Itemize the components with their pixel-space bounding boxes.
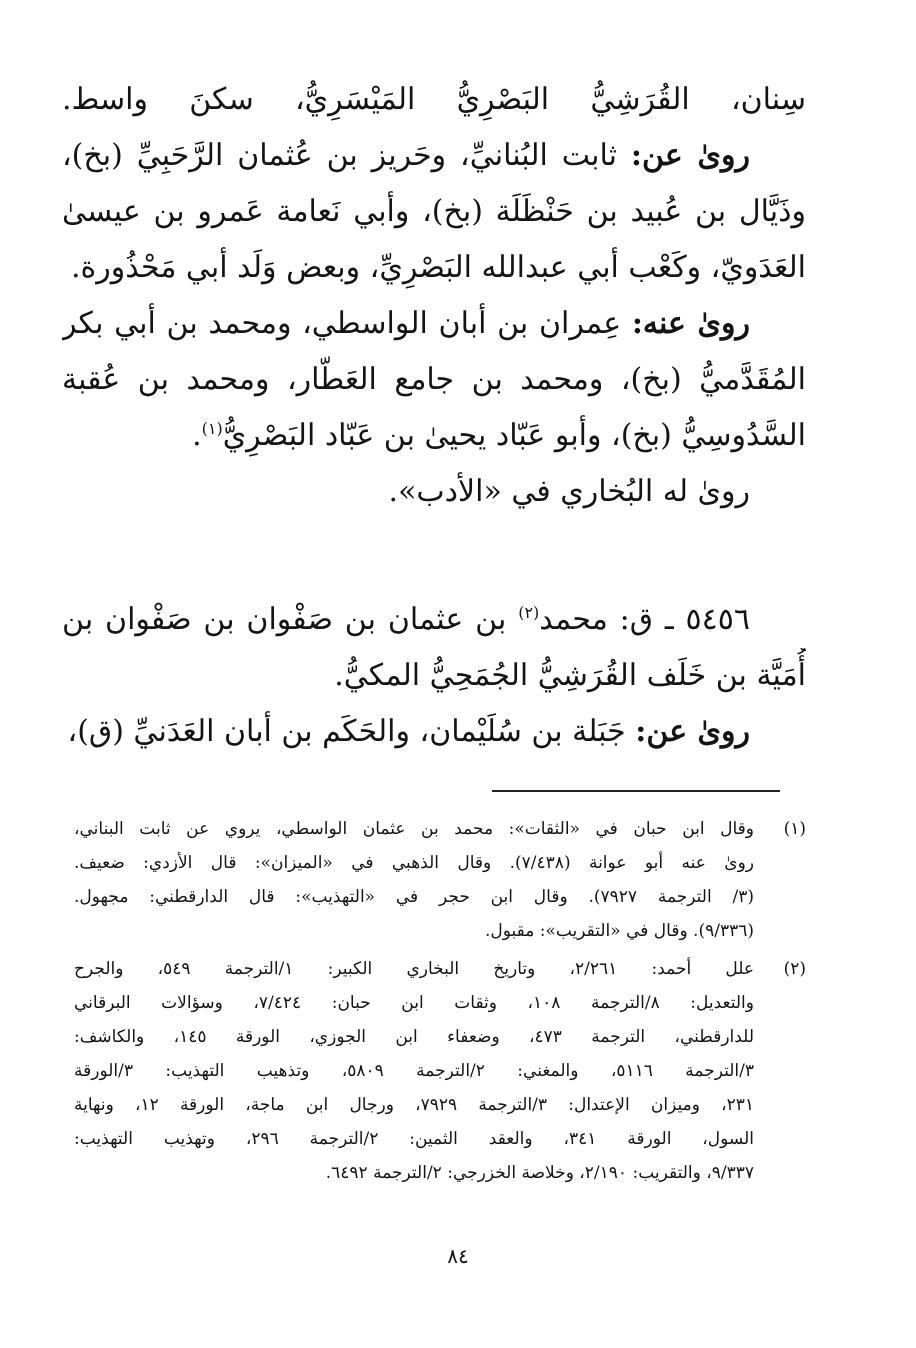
footnote-ref: (٢) [518, 603, 540, 622]
footnote-line: (٣/ الترجمة ٧٩٢٧). وقال ابن حجر في «التهذيب»: قال الدارقطني: مجهول. [74, 887, 754, 907]
text-line [62, 408, 806, 464]
text-segment: عِمران بن أبان الواسطي، ومحمد بن أبي بكر [62, 306, 622, 341]
footnote-line: (٩/٣٣٦). وقال في «التقريب»: مقبول. [484, 921, 754, 941]
text-segment: . [192, 418, 202, 453]
text-line: وذَيَّال بن عُبيد بن حَنْظَلَة (بخ)، وأبي نَعامة عَمرو بن عيسىٰ [62, 194, 806, 229]
main-text [62, 72, 806, 760]
footnote-line: ٣/الترجمة ٥١١٦، والمغني: ٢/الترجمة ٥٨٠٩، وتذهيب التهذيب: ٣/الورقة [74, 1061, 754, 1081]
text-line: سِنان، القُرَشِيُّ البَصْرِيُّ المَيْسَرِيُّ، سكنَ واسط. [62, 82, 806, 117]
footnote-line: والتعديل: ٨/الترجمة ١٠٨، وثقات ابن حبان: ٧/٤٢٤، وسؤالات البرقاني [74, 993, 754, 1013]
text-segment: ثابت البُنانيِّ، وحَريز بن عُثمان الرَّحَبِيِّ (بخ)، [62, 138, 618, 173]
footnote [74, 812, 806, 948]
text-line [62, 128, 806, 184]
text-line: المُقَدَّميُّ (بخ)، ومحمد بن جامع العَطّار، ومحمد بن عُقبة [62, 362, 806, 397]
page-number: ٨٤ [447, 1244, 469, 1268]
footnote-separator [492, 790, 780, 792]
text-segment: السَّدُوسِيُّ (بخ)، وأبو عَبّاد يحيىٰ بن عَبّاد البَصْرِيُّ [222, 418, 806, 453]
text-segment: جَبَلة بن سُلَيْمان، والحَكَم بن أبان العَدَنيِّ (ق)، [67, 714, 626, 749]
narrated-from-label: روىٰ عن: [635, 714, 750, 749]
footnote-line: وقال ابن حبان في «الثقات»: محمد بن عثمان الواسطي، يروي عن ثابت البناني، [74, 819, 754, 839]
footnote-line: ٩/٣٣٧، والتقريب: ٢/١٩٠، وخلاصة الخزرجي: ٢/الترجمة ٦٤٩٢. [325, 1163, 754, 1183]
entry-number: ٥٤٥٦ ـ ق: محمد [539, 602, 750, 637]
footnote-line: روىٰ عنه أبو عوانة (٧/٤٣٨). وقال الذهبي في «الميزان»: قال الأزدي: ضعيف. [74, 853, 754, 873]
footnote-line: السول، الورقة ٣٤١، والعقد الثمين: ٢/الترجمة ٢٩٦، وتهذيب التهذيب: [74, 1129, 754, 1149]
text-line: أُمَيَّة بن خَلَف القُرَشِيُّ الجُمَحِيُّ المكيُّ. [334, 658, 806, 693]
footnote-ref: (١) [201, 419, 223, 438]
footnote-number: (١) [783, 819, 806, 839]
footnote-line: للدارقطني، الترجمة ٤٧٣، وضعفاء ابن الجوزي، الورقة ١٤٥، والكاشف: [74, 1027, 754, 1047]
text-line [62, 296, 806, 352]
footnote [74, 952, 806, 1190]
footnote-line: علل أحمد: ٢/٢٦١، وتاريخ البخاري الكبير: ١/الترجمة ٥٤٩، والجرح [74, 959, 754, 979]
footnote-line: ٢٣١، وميزان الإعتدال: ٣/الترجمة ٧٩٢٩، ورجال ابن ماجة، الورقة ١٢، ونهاية [74, 1095, 754, 1115]
narrated-by-label: روىٰ عنه: [631, 306, 751, 341]
text-segment: بن عثمان بن صَفْوان بن صَفْوان بن [62, 602, 507, 637]
text-line: العَدَويّ، وكَعْب أبي عبدالله البَصْرِيِّ، وبعض وَلَد أبي مَحْذُورة. [70, 250, 806, 285]
entry-heading-line [62, 592, 806, 648]
section-gap [62, 520, 806, 592]
text-line [62, 704, 806, 760]
footnotes [74, 812, 806, 1194]
text-line: روىٰ له البُخاري في «الأدب». [388, 474, 750, 509]
narrated-from-label: روىٰ عن: [630, 138, 750, 173]
footnote-number: (٢) [783, 959, 806, 979]
